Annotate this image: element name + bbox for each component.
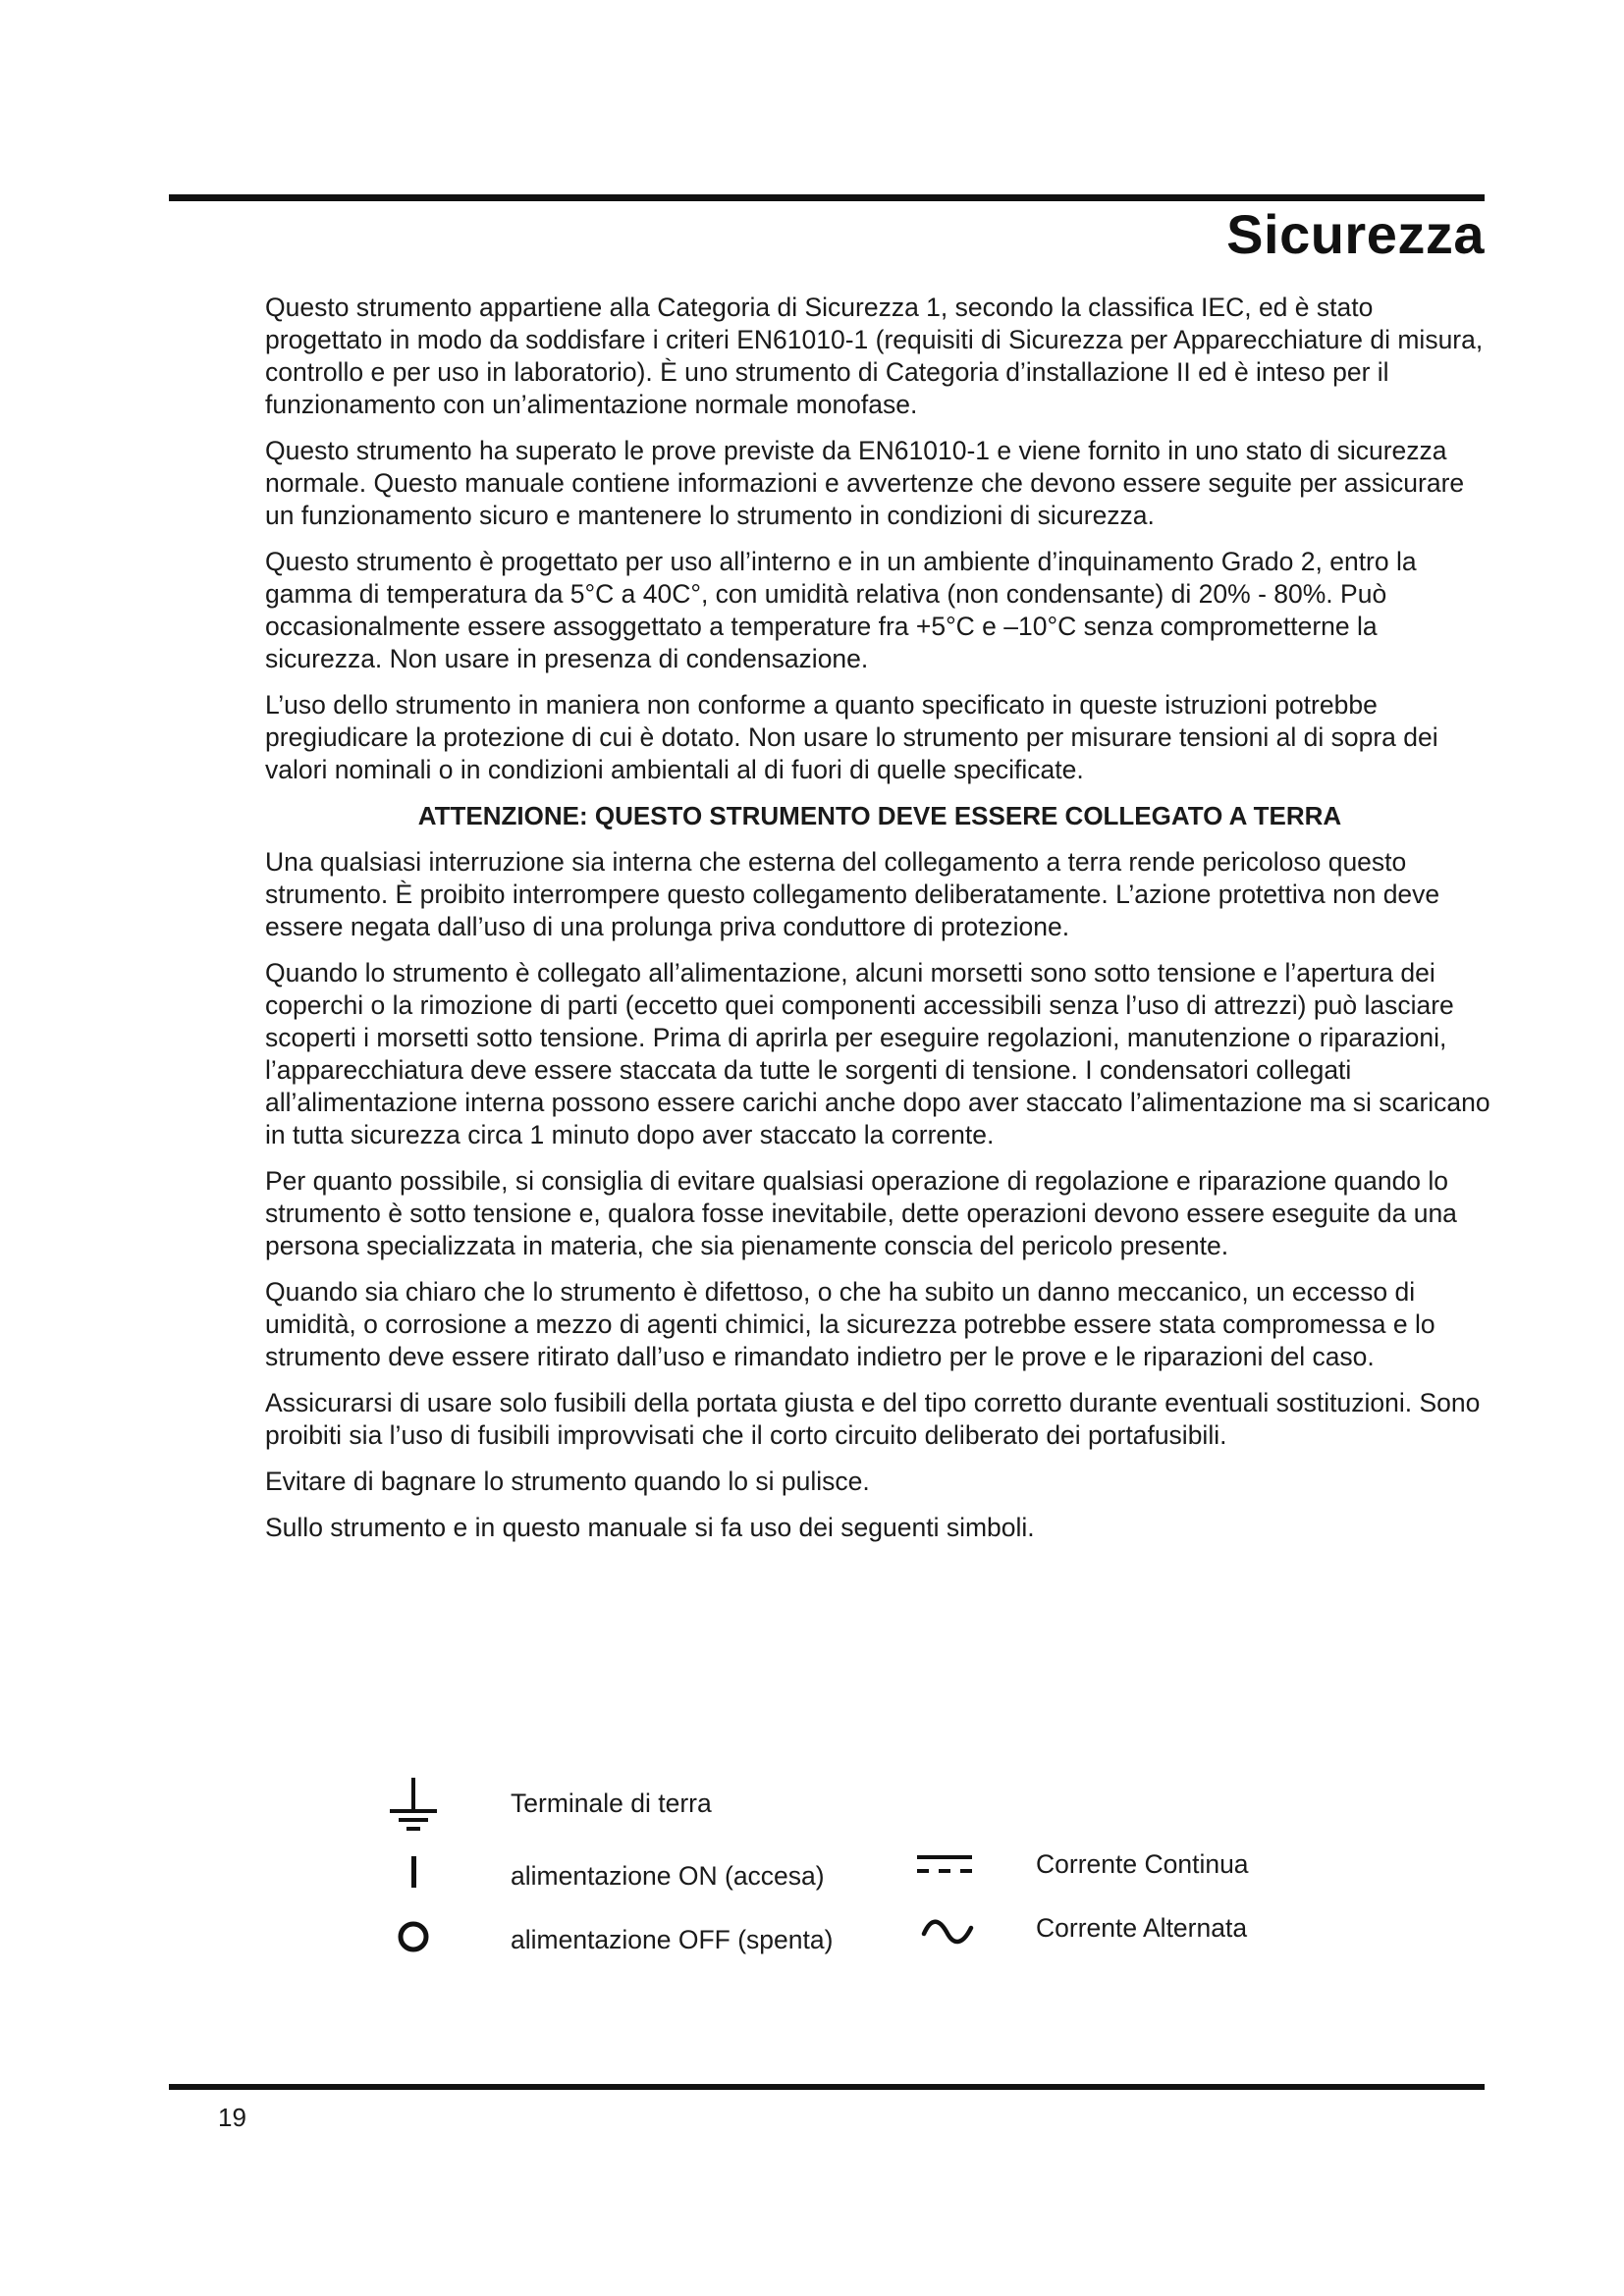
direct-current-label: Corrente Continua <box>1036 1849 1249 1879</box>
page-title: Sicurezza <box>1226 203 1485 265</box>
paragraph: Assicurarsi di usare solo fusibili della portata giusta e del tipo corretto durante eventuali sostituzioni. Sono proibiti sia l’uso di fusibili improvvisati che il corto circuito deliberato dei portafusibili. <box>265 1388 1481 1450</box>
header-rule <box>169 194 1485 201</box>
paragraph: Questo strumento è progettato per uso all’interno e in un ambiente d’inquinamento Grado 2, entro la gamma di temperatura da 5°C a 40C°, con umidità relativa (non condensante) di 20% - 80%. Può occasionalmente essere assoggettato a temperature fra +5°C e –10°C senza comprometterne la sicurezza. Non usare in presenza di condensazione. <box>265 547 1417 673</box>
paragraph: Una qualsiasi interruzione sia interna che esterna del collegamento a terra rende pericoloso questo strumento. È proibito interrompere questo collegamento deliberatamente. L’azione protettiva non deve essere negata dall’uso di una prolunga priva conduttore di protezione. <box>265 847 1440 941</box>
power-on-icon <box>407 1855 421 1889</box>
earth-terminal-label: Terminale di terra <box>511 1789 712 1818</box>
symbols-legend <box>378 1777 1311 2002</box>
power-off-label: alimentazione OFF (spenta) <box>511 1925 834 1954</box>
paragraph: L’uso dello strumento in maniera non conforme a quanto specificato in queste istruzioni potrebbe pregiudicare la protezione di cui è dotato. Non usare lo strumento per misurare tensioni al di sopra dei valori nominali o in condizioni ambientali al di fuori di quelle specificate. <box>265 690 1438 784</box>
alternating-current-icon <box>921 1916 974 1949</box>
power-off-icon <box>397 1920 430 1953</box>
paragraph: Questo strumento appartiene alla Categoria di Sicurezza 1, secondo la classifica IEC, ed è stato progettato in modo da soddisfare i criteri EN61010-1 (requisiti di Sicurezza per Apparecchiature di misura, controllo e per uso in laboratorio). È uno strumento di Categoria d’installazione II ed è inteso per il funzionamento con un’alimentazione normale monofase. <box>265 293 1484 419</box>
paragraph: Quando lo strumento è collegato all’alimentazione, alcuni morsetti sono sotto tensione e l’apertura dei coperchi o la rimozione di parti (eccetto quei componenti accessibili senza l’uso di attrezzi) può lasciare scoperti i morsetti sotto tensione. Prima di aprirla per eseguire regolazioni, manutenzione o riparazioni, l’apparecchiatura deve essere staccata da tutte le sorgenti di tensione. I condensatori collegati all’alimentazione interna possono essere carichi anche dopo aver staccato l’alimentazione ma si scaricano in tutta sicurezza circa 1 minuto dopo aver staccato la corrente. <box>265 958 1490 1149</box>
paragraph: Sullo strumento e in questo manuale si fa uso dei seguenti simboli. <box>265 1513 1035 1542</box>
direct-current-icon <box>915 1852 974 1878</box>
footer-rule <box>169 2084 1485 2090</box>
page-number: 19 <box>218 2103 246 2132</box>
paragraph: Quando sia chiaro che lo strumento è difettoso, o che ha subito un danno meccanico, un eccesso di umidità, o corrosione a mezzo di agenti chimici, la sicurezza potrebbe essere stata compromessa e lo strumento deve essere ritirato dall’uso e rimandato indietro per le prove e le riparazioni del caso. <box>265 1277 1435 1371</box>
earth-terminal-icon <box>387 1778 440 1835</box>
safety-text <box>265 292 1494 1558</box>
paragraph: Per quanto possibile, si consiglia di evitare qualsiasi operazione di regolazione e riparazione quando lo strumento è sotto tensione e, qualora fosse inevitabile, dette operazioni devono essere eseguite da una persona specializzata in materia, che sia pienamente conscia del pericolo presente. <box>265 1166 1457 1260</box>
power-on-label: alimentazione ON (accesa) <box>511 1861 825 1891</box>
ground-warning-heading: ATTENZIONE: QUESTO STRUMENTO DEVE ESSERE COLLEGATO A TERRA <box>417 801 1342 830</box>
alternating-current-label: Corrente Alternata <box>1036 1913 1248 1943</box>
paragraph: Questo strumento ha superato le prove previste da EN61010-1 e viene fornito in uno stato di sicurezza normale. Questo manuale contiene informazioni e avvertenze che devono essere seguite per assicurare un funzionamento sicuro e mantenere lo strumento in condizioni di sicurezza. <box>265 436 1465 530</box>
paragraph: Evitare di bagnare lo strumento quando lo si pulisce. <box>265 1467 870 1496</box>
